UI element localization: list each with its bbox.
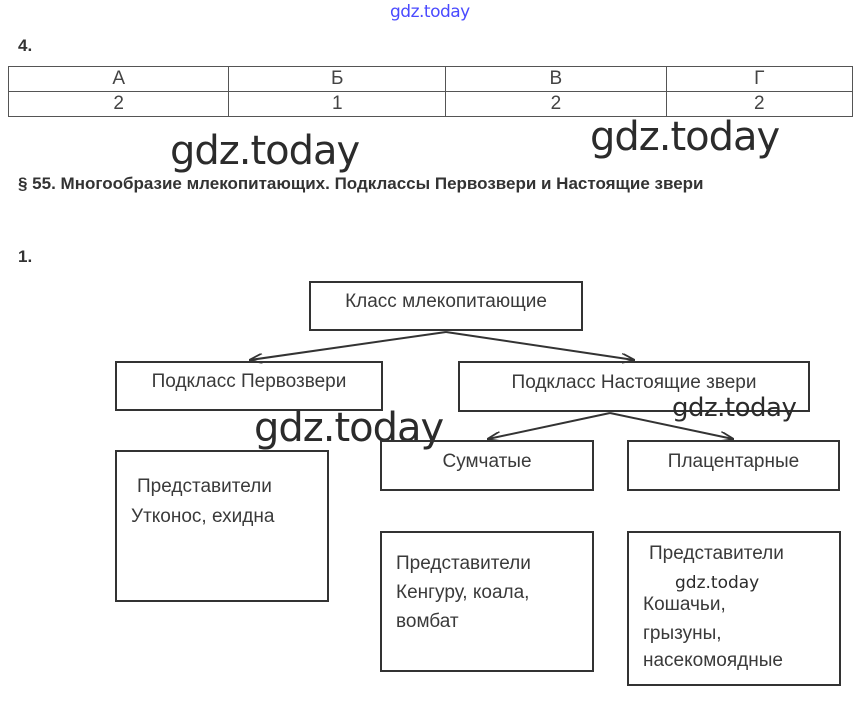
watermark: gdz.today bbox=[254, 405, 444, 451]
watermark: gdz.today bbox=[675, 573, 760, 593]
watermark: gdz.today bbox=[590, 114, 780, 160]
task-1-number: 1. bbox=[18, 247, 33, 266]
reps-line: насекомоядные bbox=[643, 650, 783, 671]
watermark: gdz.today bbox=[170, 128, 360, 174]
box-label: Класс млекопитающие bbox=[345, 291, 547, 312]
box-marsupials bbox=[380, 440, 594, 491]
reps-title: Представители bbox=[137, 476, 272, 497]
box-reps-placentals bbox=[627, 531, 841, 686]
table-header-cell: А bbox=[9, 67, 229, 92]
section-title: § 55. Многообразие млекопитающих. Подклассы Первозвери и Настоящие звери bbox=[18, 174, 704, 193]
table-header-cell: Б bbox=[229, 67, 446, 92]
task-4-number: 4. bbox=[18, 36, 33, 55]
box-label: Подкласс Первозвери bbox=[151, 371, 347, 392]
reps-title: Представители bbox=[649, 543, 784, 564]
arrow-to-prototheria bbox=[250, 332, 446, 360]
table-cell: 2 bbox=[446, 92, 666, 117]
reps-line: Кенгуру, коала, bbox=[396, 582, 530, 603]
box-subclass-prototheria bbox=[115, 361, 383, 411]
reps-text: Утконос, ехидна bbox=[131, 506, 275, 527]
box-label: Сумчатые bbox=[442, 451, 532, 472]
table-header-cell: В bbox=[446, 67, 666, 92]
box-label: Плацентарные bbox=[667, 451, 800, 472]
table-cell: 1 bbox=[229, 92, 446, 117]
reps-line: грызуны, bbox=[643, 623, 722, 644]
watermark-top: gdz.today bbox=[390, 2, 470, 22]
table-cell: 2 bbox=[9, 92, 229, 117]
box-class-mammals bbox=[309, 281, 583, 331]
box-reps-prototheria bbox=[115, 450, 329, 602]
arrow-to-theria bbox=[446, 332, 634, 360]
arrow-to-marsupials bbox=[488, 413, 610, 439]
reps-line: Кошачьи, bbox=[643, 594, 726, 615]
watermark: gdz.today bbox=[672, 393, 797, 423]
reps-title: Представители bbox=[396, 553, 531, 574]
box-label: Подкласс Настоящие звери bbox=[511, 372, 757, 393]
table-header-cell: Г bbox=[666, 67, 852, 92]
reps-line: вомбат bbox=[396, 611, 459, 632]
box-placentals bbox=[627, 440, 840, 491]
table-cell: 2 bbox=[666, 92, 852, 117]
box-reps-marsupials bbox=[380, 531, 594, 672]
